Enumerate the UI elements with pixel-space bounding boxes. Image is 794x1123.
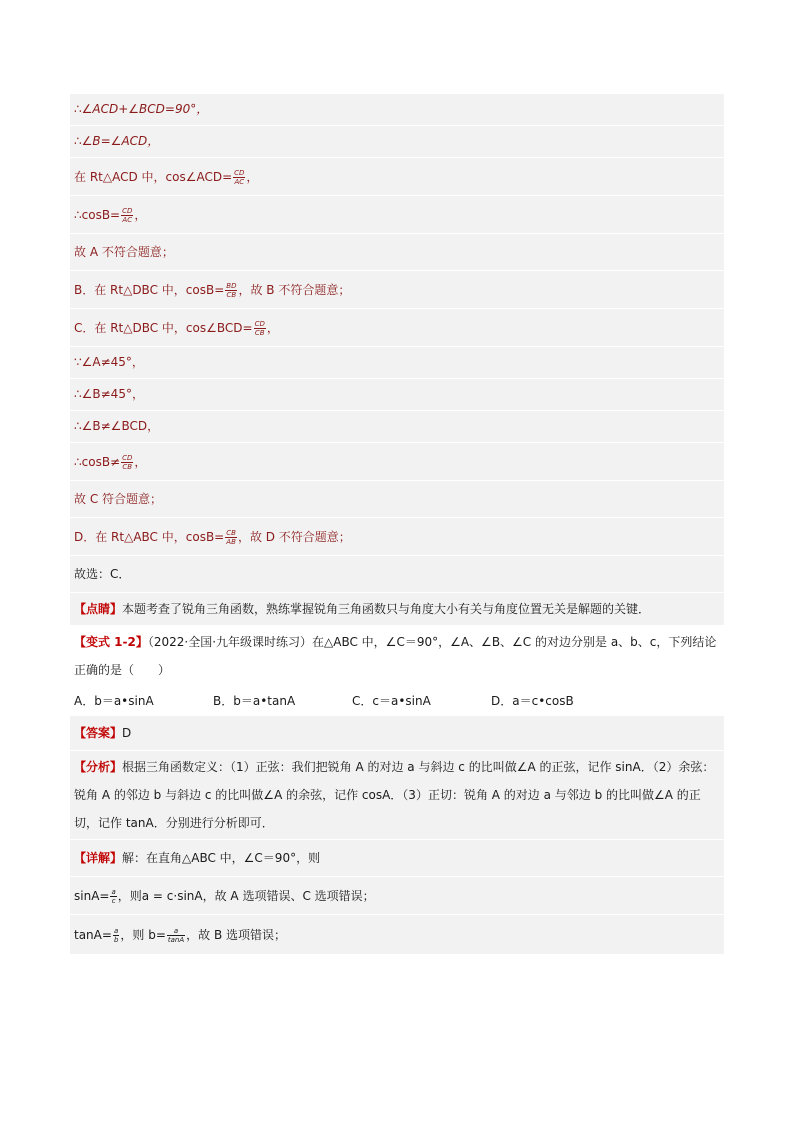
solution-line <box>70 158 724 196</box>
line-text: ，则 b= <box>120 928 166 942</box>
question-block <box>70 626 724 687</box>
fraction-denominator: b <box>113 936 119 944</box>
option-a: A．b＝a•sinA <box>74 694 154 708</box>
solution-line <box>70 309 724 347</box>
fraction-numerator: CD <box>234 169 245 177</box>
line-text: 故 A 不符合题意； <box>74 245 174 259</box>
fraction-denominator: c <box>111 897 116 905</box>
fraction <box>254 320 266 337</box>
solution-line <box>70 196 724 234</box>
line-text: ∴∠ACD+∠BCD=90°， <box>74 102 209 116</box>
solution-line <box>70 556 724 593</box>
fraction-numerator: a <box>114 927 119 935</box>
line-text: ，则a = c·sinA，故 A 选项错误、C 选项错误； <box>117 889 375 903</box>
detail-line <box>70 915 724 955</box>
line-text: ∵∠A≠45°， <box>74 355 144 369</box>
detail-text: 解：在直角△ABC 中，∠C＝90°，则 <box>122 851 321 865</box>
fraction-numerator: a <box>111 888 116 896</box>
line-text: ， <box>134 208 147 222</box>
line-text: 故 C 符合题意； <box>74 492 163 506</box>
option-c: C．c＝a•sinA <box>352 694 431 708</box>
line-text: ∴cosB= <box>74 208 121 222</box>
line-text: ，故 B 不符合题意； <box>238 283 351 297</box>
fraction <box>225 529 237 546</box>
solution-line <box>70 234 724 271</box>
line-text: ∴∠B≠∠BCD， <box>74 419 160 433</box>
fraction-denominator: CB <box>122 463 133 471</box>
dianjing-block <box>70 593 724 626</box>
fraction-denominator: CB <box>226 291 237 299</box>
fraction <box>110 888 116 905</box>
line-text: ， <box>246 170 259 184</box>
detail-block <box>70 840 724 877</box>
question-options <box>70 687 724 716</box>
line-text: D．在 Rt△ABC 中，cosB= <box>74 530 225 544</box>
answer-block <box>70 716 724 751</box>
solution-line <box>70 271 724 309</box>
solution-line <box>70 518 724 556</box>
option-d: D．a＝c•cosB <box>491 694 574 708</box>
fraction-denominator: tanA <box>167 936 185 944</box>
analysis-tag: 【分析】 <box>74 760 123 774</box>
question-source: （2022·全国·九年级课时练习） <box>147 635 313 649</box>
fraction-denominator: AC <box>234 178 245 186</box>
line-text: ， <box>266 321 279 335</box>
solution-line <box>70 443 724 481</box>
dianjing-tag: 【点睛】 <box>74 602 123 616</box>
line-text: 在 Rt△ACD 中，cos∠ACD= <box>74 170 233 184</box>
answer-tag: 【答案】 <box>74 726 123 740</box>
fraction-numerator: CD <box>122 207 133 215</box>
fraction <box>167 927 185 944</box>
solution-line <box>70 126 724 158</box>
solution-line <box>70 411 724 443</box>
document-body <box>70 94 724 955</box>
line-text: ， <box>134 455 147 469</box>
line-text: ∴∠B=∠ACD， <box>74 134 160 148</box>
line-text: 故选：C． <box>74 567 131 581</box>
solution-line <box>70 347 724 379</box>
line-text: ，故 B 选项错误； <box>186 928 287 942</box>
analysis-block <box>70 751 724 840</box>
question-text: 在△ABC 中，∠C＝90°，∠A、∠B、∠C 的对边分别是 a、b、c，下列结论正确的是（ ） <box>74 635 717 677</box>
line-text: ，故 D 不符合题意； <box>237 530 351 544</box>
question-tag: 【变式 1-2】 <box>74 635 148 649</box>
line-text: ∴cosB≠ <box>74 455 121 469</box>
fraction-numerator: CB <box>226 529 236 537</box>
line-text: B．在 Rt△DBC 中，cosB= <box>74 283 225 297</box>
detail-line <box>70 877 724 915</box>
fraction <box>113 927 119 944</box>
fraction-numerator: CD <box>122 454 133 462</box>
line-text: sinA= <box>74 889 110 903</box>
fraction-numerator: CD <box>254 320 265 328</box>
line-text: tanA= <box>74 928 112 942</box>
answer-value: D <box>122 726 132 740</box>
fraction-numerator: a <box>167 927 185 936</box>
fraction <box>233 169 245 186</box>
line-text: C．在 Rt△DBC 中，cos∠BCD= <box>74 321 253 335</box>
fraction-denominator: AB <box>226 538 236 546</box>
dianjing-text: 本题考查了锐角三角函数，熟练掌握锐角三角函数只与角度大小有关与角度位置无关是解题的关键． <box>122 602 651 616</box>
solution-line <box>70 94 724 126</box>
fraction-numerator: BD <box>226 282 237 290</box>
fraction-denominator: AC <box>122 216 133 224</box>
analysis-text: 根据三角函数定义：（1）正弦：我们把锐角 A 的对边 a 与斜边 c 的比叫做∠A 的正弦，记作 sinA．（2）余弦：锐角 A 的邻边 b 与斜边 c 的比叫做∠A 的余弦，记作 cosA．（3）正切：锐角 A 的对边 a 与邻边 b 的比叫做∠A 的正切，记作 tanA．分别进行分析即可． <box>74 760 715 830</box>
fraction <box>121 207 133 224</box>
solution-line <box>70 481 724 518</box>
detail-tag: 【详解】 <box>74 851 123 865</box>
solution-line <box>70 379 724 411</box>
line-text: ∴∠B≠45°， <box>74 387 144 401</box>
option-b: B．b＝a•tanA <box>213 694 296 708</box>
fraction <box>225 282 237 299</box>
fraction-denominator: CB <box>254 329 265 337</box>
fraction <box>121 454 133 471</box>
